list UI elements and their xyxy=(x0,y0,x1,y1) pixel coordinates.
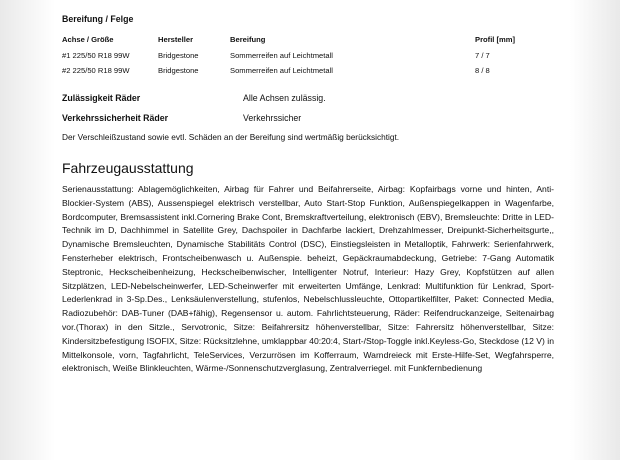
tires-section-title: Bereifung / Felge xyxy=(62,14,134,24)
equipment-heading: Fahrzeugausstattung xyxy=(62,160,194,176)
cell-profile: 8 / 8 xyxy=(475,66,490,75)
header-manufacturer: Hersteller xyxy=(158,35,194,44)
left-margin-shade xyxy=(0,0,55,460)
header-axle-size: Achse / Größe xyxy=(62,35,114,44)
cell-manufacturer: Bridgestone xyxy=(158,66,199,75)
table-header-row xyxy=(62,35,547,48)
wheel-admissibility-label: Zulässigkeit Räder xyxy=(62,93,141,103)
right-margin-shade xyxy=(570,0,620,460)
equipment-text: Serienausstattung: Ablagemöglichkeiten, Airbag für Fahrer und Beifahrerseite, Airbag: Kopfairbags vorne und hinten, Anti-Blockier-System (ABS), Aussenspiegel elektrisch verstellbar, Auto Start-Stop Funktion, Außenspiegelkappen in Wagenfarbe, Bordcomputer, Bremsassistent inkl.Cornering Brake Cont, Bremskraftverteilung, elektronisch (EBV), Bremsleuchte: Dritte in LED-Technik im D, Dachhimmel in Satellite Grey, Dachspoiler in Dachfarbe lackiert, Drehzahlmesser, Dreipunkt-Sicherheitsgurte,, Dynamische Bremsleuchten, Dynamische Stabilitäts Control (DSC), Einstiegsleisten in Metalloptik, Fahrwerk: Serienfahrwerk, Fensterheber elektrisch, Frontscheibenwasch u. Außenspie. beheizt, Gepäckraumabdeckung, Getriebe: 7-Gang Automatik Steptronic, Heckscheibenheizung, Heckscheibenwischer, Intelligenter Notruf, Interieur: Hazy Grey, Kopfstützen auf allen Sitzplätzen, LED-Nebelscheinwerfer, LED-Scheinwerfer mit erweiterten Umfänge, Lenkrad: Multifunktion für Lenkrad, Sport-Lederlenkrad in 3-Sp.Des., Lenksäulenverstellung, stufenlos, Nebelschlussleuchte, Ottopartikelfilter, Paket: Connected Media, Radiozubehör: DAB-Tuner (DAB+fähig), Regensensor u. autom. Fahrlichtsteuerung, Räder: Reifendruckanzeige, Seitenairbag vor.(Thorax) in den Sitzle., Servotronic, Sitze: Beifahrersitz höhenverstellbar, Sitze: Fahrersitz höhenverstellbar, Sitze: Kindersitzbefestigung ISOFIX, Sitze: Rücksitzlehne, umklappbar 40:20:4, Start-/Stop-Toggle inkl.Keyless-Go, Steckdose (12 V) in Mittelkonsole, vorn, Tagfahrlicht, TeleServices, Verzurrösen im Kofferraum, Warndreieck mit Erste-Hilfe-Set, Wegfahrsperre, elektronisch, Weiße Blinkleuchten, Wärme-/Sonnenschutzverglasung, Zentralverriegel. mit Funkfernbedienung xyxy=(62,184,554,374)
cell-axle-size: #1 225/50 R18 99W xyxy=(62,51,130,60)
table-row xyxy=(62,63,547,78)
cell-tires: Sommerreifen auf Leichtmetall xyxy=(230,66,333,75)
cell-tires: Sommerreifen auf Leichtmetall xyxy=(230,51,333,60)
wheel-roadworthiness-value: Verkehrssicher xyxy=(243,113,302,123)
header-tires: Bereifung xyxy=(230,35,266,44)
cell-profile: 7 / 7 xyxy=(475,51,490,60)
table-row xyxy=(62,48,547,63)
wheel-roadworthiness-label: Verkehrssicherheit Räder xyxy=(62,113,169,123)
wheel-roadworthiness-row xyxy=(62,113,302,123)
wheel-admissibility-row xyxy=(62,93,326,103)
wheel-admissibility-value: Alle Achsen zulässig. xyxy=(243,93,326,103)
header-profile: Profil [mm] xyxy=(475,35,516,44)
tires-table xyxy=(62,35,547,78)
wear-note: Der Verschleißzustand sowie evtl. Schäden an der Bereifung sind wertmäßig berücksichtigt. xyxy=(62,132,400,142)
cell-manufacturer: Bridgestone xyxy=(158,51,199,60)
document-page xyxy=(55,0,570,470)
cell-axle-size: #2 225/50 R18 99W xyxy=(62,66,130,75)
